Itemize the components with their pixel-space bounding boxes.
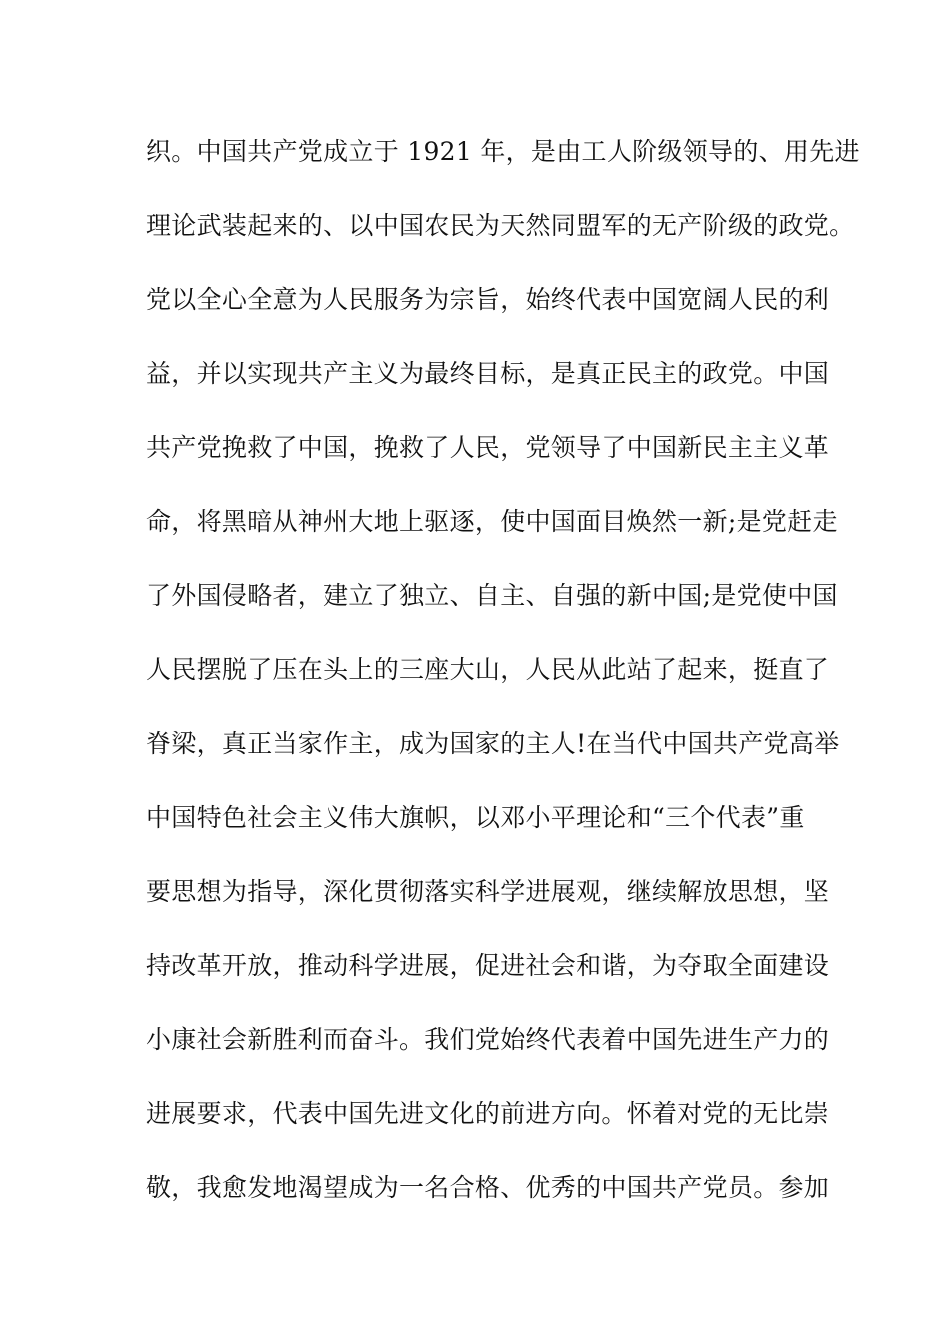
text-line-4: 益，并以实现共产主义为最终目标，是真正民主的政党。中国 — [146, 359, 830, 388]
text-line-1: 织。中国共产党成立于 1921 年，是由工人阶级领导的、用先进 — [146, 137, 860, 166]
text-line-10: 中国特色社会主义伟大旗帜，以邓小平理论和“三个代表”重 — [146, 803, 805, 832]
text-line-8: 人民摆脱了压在头上的三座大山，人民从此站了起来，挺直了 — [146, 655, 830, 684]
text-line-3: 党以全心全意为人民服务为宗旨，始终代表中国宽阔人民的利 — [146, 285, 830, 314]
text-line-9: 脊梁，真正当家作主，成为国家的主人!在当代中国共产党高举 — [146, 729, 840, 758]
text-line-2: 理论武装起来的、以中国农民为天然同盟军的无产阶级的政党。 — [146, 211, 855, 240]
text-line-7: 了外国侵略者，建立了独立、自主、自强的新中国;是党使中国 — [146, 581, 838, 610]
text-line-14: 进展要求，代表中国先进文化的前进方向。怀着对党的无比崇 — [146, 1099, 830, 1128]
text-line-13: 小康社会新胜利而奋斗。我们党始终代表着中国先进生产力的 — [146, 1025, 830, 1054]
text-line-6: 命，将黑暗从神州大地上驱逐，使中国面目焕然一新;是党赶走 — [146, 507, 838, 536]
body-text — [146, 133, 860, 1243]
text-line-11: 要思想为指导，深化贯彻落实科学进展观，继续解放思想，坚 — [146, 877, 830, 906]
text-line-5: 共产党挽救了中国，挽救了人民，党领导了中国新民主主义革 — [146, 433, 830, 462]
text-line-12: 持改革开放，推动科学进展，促进社会和谐，为夺取全面建设 — [146, 951, 830, 980]
text-line-15: 敬，我愈发地渴望成为一名合格、优秀的中国共产党员。参加 — [146, 1173, 830, 1202]
